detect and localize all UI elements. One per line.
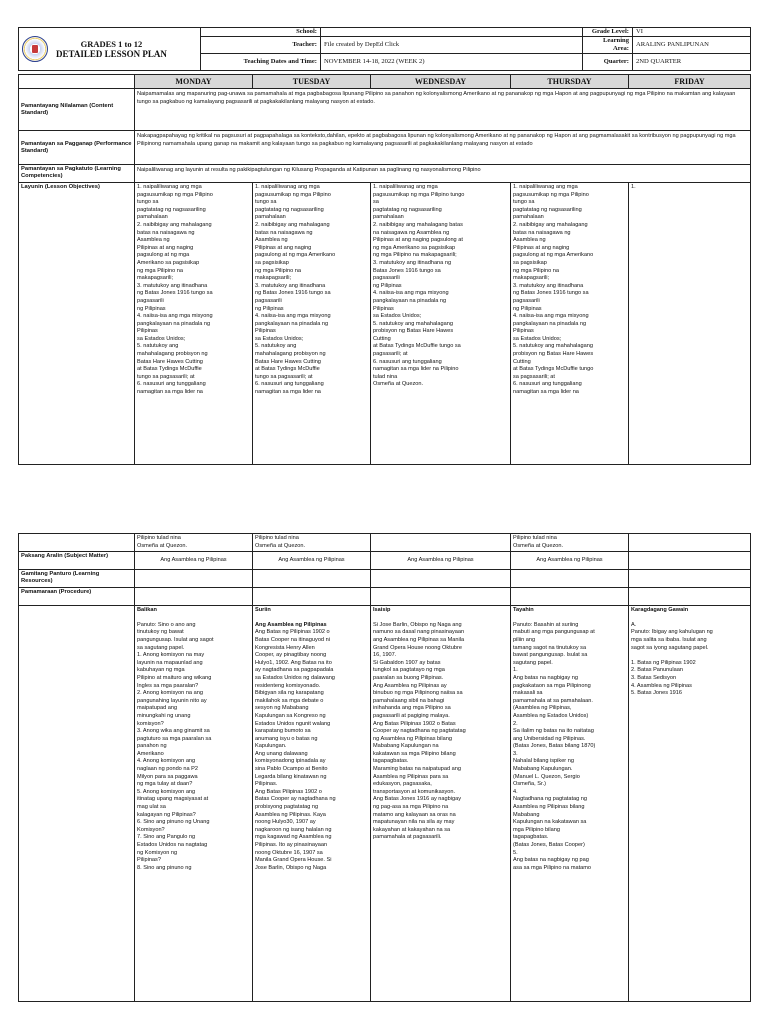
subject-friday [629, 552, 751, 570]
teacher-label: Teacher: [201, 37, 321, 54]
procedure-tuesday-text: Ang Batas ng Pilipinas 1902 o Batas Cooper na itinaguyod ni Kongresista Henry Allen Cooper, ay pinagtibay noong Hulyo1, 1902. Ang Batas na ito ay nagtadhana sa pagpapadala sa Estados Unidos ng dalawang residenteng komisyonado. Bibigyan sila ng karapatang makilahok sa mga debate o sesyon ng Mababang Kapulungan sa Kongreso ng Estados Unidos ngunit walang karapatang bumoto sa anumang isyu o batas ng Kapulungan. Ang unang dalawang komisyonadong ipinadala ay sina Pablo Ocampo at Benito Legarda bilang kinatawan ng Pilipinas. Ang Batas Pilipinas 1902 o Batas Cooper ay nagtadhana ng probisyong pagtatatag ng Asamblea ng Pilipinas. Kaya noong Hulyo30, 1907 ay nagkaroon ng isang halalan ng mga kagawad ng Asamblea ng Pilipinas. Ito ay pinasinayaan noong Oktubre 16, 1907 sa Manila Grand Opera House. Si Jose Barlin, Obispo ng Naga [255, 629, 336, 871]
resources-thursday [511, 570, 629, 588]
title-grades: GRADES 1 to 12 [80, 39, 143, 49]
title-dlp: DETAILED LESSON PLAN [56, 49, 167, 59]
competencies-label: Pamantayan sa Pagkatuto (Learning Competencies) [19, 165, 135, 183]
performance-standard-text: Nakapagpapahayag ng kritikal na pagsusuri at pagpapahalaga sa konteksto,dahilan, epekto at pagbabagosa lipunan ng kolonyalismong Amerikano at ng pananakop ng Hapon at ang pagmamalasakit sa kontribusyon ng pagpupunyagi ng mga Pilipinong namamahala upang ganap na makamit ang kalayaan tungo sa pagkabuo ng kamalayang pagsasarili at pagkakakilanlang malayang nasyon at estado [135, 131, 751, 165]
procedure-content-label [19, 606, 135, 1002]
resources-monday [135, 570, 253, 588]
objectives-wednesday: 1. naipaliliwanag ang mga pagsusumikap ng mga Pilipino tungo sa pagtatatag ng nagsasariling pamahalaan 2. naibibigay ang mahalagang batas na naisagawa ng Asamblea ng Pilipinas at ang naging pagsulong at ng mga Amerikano sa pagsisikap ng mga Pilipino na makapagsarili; 3. matutukoy ang itinadhana ng Batas Jones 1916 tungo sa pagsasarili ng Pilipinas 4. naiisa-isa ang mga misyong pangkalayaan na pinadala ng Pilipinas sa Estados Unidos; 5. natutukoy ang mahahalagang probisyon ng Batas Hare Hawes Cutting at Batas Tydings McDuffie tungo sa pagsasarili; at 6. nasusuri ang tunggaliang namagitan sa mga lider na Pilipino tulad nina Osmeña at Quezon. [371, 183, 511, 465]
resources-friday [629, 570, 751, 588]
day-header-monday: MONDAY [135, 75, 253, 89]
day-header-wednesday: WEDNESDAY [371, 75, 511, 89]
dates-label: Teaching Dates and Time: [201, 54, 321, 71]
deped-seal-icon [22, 36, 48, 62]
day-header-friday: FRIDAY [629, 75, 751, 89]
procedure-friday-title: Karagdagang Gawain [631, 607, 689, 614]
lesson-table-page-1 [18, 74, 751, 465]
procedure-blank-friday [629, 588, 751, 606]
subject-tuesday: Ang Asamblea ng Pilipinas [253, 552, 371, 570]
school-value [321, 28, 583, 37]
procedure-tuesday-heading: Ang Asamblea ng Pilipinas [255, 621, 327, 628]
procedure-tuesday [253, 606, 371, 1002]
content-standard-label: Pamantayang Nilalaman (Content Standard) [19, 89, 135, 131]
procedure-monday-text: Panuto: Sino o ano ang tinutukoy ng bawat pangungusap. Isulat ang sagot sa sagutang papel. 1. Anong komisyon na may layunin na mapaunlad ang kabuhayan ng mga Pilipino at maituro ang wikang Ingles sa mga paaralan? 2. Anong komisyon na ang pangunahing layunin nito ay maipatupad ang minungkahi ng unang komisyon? 3. Anong wika ang ginamit sa pagtuturo sa mga paaralan sa panahon ng Amerikano 4. Anong komisyon ang naglaan ng pondo na P2 Milyon para sa paggawa ng mga tulay at daan? 5. Anong komisyon ang itinatag upang magsiyasat at mag ulat sa kalagayan ng Pilipinas? 6. Sino ang pinuno ng Unang Komisyon? 7. Sino ang Pangulo ng Estados Unidos na nagtatag ng Komisyon ng Pilipinas? 8. Sino ang pinuno ng [137, 621, 214, 871]
learning-area-value: ARALING PANLIPUNAN [633, 37, 751, 54]
resources-wednesday [371, 570, 511, 588]
resources-label: Gamitang Panturo (Learning Resources) [19, 570, 135, 588]
grade-level-value: VI [633, 28, 751, 37]
procedure-monday [135, 606, 253, 1002]
header-logo-cell [19, 28, 201, 71]
objectives-label: Layunin (Lesson Objectives) [19, 183, 135, 465]
learning-area-label: Learning Area: [583, 37, 633, 54]
days-corner [19, 75, 135, 89]
performance-standard-label: Pamantayan sa Pagganap (Performance Standard) [19, 131, 135, 165]
carry-thursday: Pilipino tulad nina Osmeña at Quezon. [511, 534, 629, 552]
procedure-blank-tuesday [253, 588, 371, 606]
procedure-thursday-title: Tayahin [513, 607, 534, 614]
procedure-thursday [511, 606, 629, 1002]
header-table [18, 27, 751, 71]
procedure-monday-title: Balikan [137, 607, 157, 614]
day-header-tuesday: TUESDAY [253, 75, 371, 89]
carry-tuesday: Pilipino tulad nina Osmeña at Quezon. [253, 534, 371, 552]
grade-level-label: Grade Level: [583, 28, 633, 37]
procedure-wednesday-text: Si Jose Barlin, Obispo ng Naga ang namuno sa dasal nang pinasinayaan ang Asamblea ng Pilipinas sa Manila Grand Opera House noong Oktubre 16, 1907. Si Gabaldon 1907 ay batas tungkol sa pagtatayo ng mga paaralan sa buong Pilipinas. Ang Asamblea ng Pilipinas ay binubuo ng mga Pilipinong naiisa sa pamahalaang sibil na bahagi inihahanda ang mga Pilipino sa pagsasarili at pagiging malaya. Ang Batas Pilipinas 1902 o Batas Cooper ay nagtadhana ng pagtatatag ng Asamblea ng Pilipinas bilang Mababang Kapulungan na kakatawan sa mga Pilipino bilang tagapagbatas. Maraming batas na naipatupad ang Asamblea ng Pilipinas para sa edukasyon, pagsasaka, transportasyon at komunikasyon. Ang Batas Jones 1916 ay nagbigay ng pag-asa sa mga Pilipino na matamo ang kalayaan sa oras na mapatunayan nila na sila ay may kakayahan at kakayahan na sa pamamahala at pagsasarili. [373, 621, 466, 841]
lesson-plan-page-2 [18, 533, 750, 1002]
carry-label [19, 534, 135, 552]
school-label: School: [201, 28, 321, 37]
quarter-label: Quarter: [583, 54, 633, 71]
lesson-plan-page-1 [18, 27, 750, 465]
carry-monday: Pilipino tulad nina Osmeña at Quezon. [135, 534, 253, 552]
carry-friday [629, 534, 751, 552]
subject-matter-label: Paksang Aralin (Subject Matter) [19, 552, 135, 570]
competencies-text: Naipaliliwanag ang layunin at resulta ng pakikipagtulungan ng Kilusang Propaganda at Katipunan sa paglinang ng nasyonalismong Pilipino [135, 165, 751, 183]
procedure-wednesday-title: Isaisip [373, 607, 391, 614]
lesson-table-page-2 [18, 533, 751, 1002]
day-header-thursday: THURSDAY [511, 75, 629, 89]
quarter-value: 2ND QUARTER [633, 54, 751, 71]
procedure-thursday-text: Panuto: Basahin at suriing mabuti ang mga pangungusap at piliin ang tamang sagot na tinutukoy sa bawat pangungusap. Isulat sa sagutang papel. 1. Ang batas na nagbigay ng pagkakataon sa mga Pilipinong makasali sa pamamahala at sa pamahalaan. (Asamblea ng Pilipinas, Asamblea ng Estados Unidos) 2. Sa ilalim ng batas na ito naitatag ang Unibersidad ng Pilipinas. (Batas Jones, Batas bilang 1870) 3. Nahalal bilang ispiker ng Mababang Kapulungan. (Manuel L. Quezon, Sergio Osmeña, Sr.) 4. Nagtadhana ng pagtatatag ng Asamblea ng Pilipinas bilang Mababang Kapulungan na kakatawan sa mga Pilipino bilang tagapagbatas. (Batas Jones, Batas Cooper) 5. Ang batas na nagbigay ng pag asa sa mga Pilipino na matamo [513, 621, 596, 871]
carry-wednesday [371, 534, 511, 552]
teacher-value: File created by DepEd Click [321, 37, 583, 54]
objectives-friday: 1. [629, 183, 751, 465]
procedure-blank-thursday [511, 588, 629, 606]
dates-value: NOVEMBER 14-18, 2022 (WEEK 2) [321, 54, 583, 71]
subject-monday: Ang Asamblea ng Pilipinas [135, 552, 253, 570]
objectives-tuesday: 1. naipaliliwanag ang mga pagsusumikap ng mga Pilipino tungo sa pagtatatag ng nagsasariling pamahalaan 2. naibibigay ang mahalagang batas na naisagawa ng Asamblea ng Pilipinas at ang naging pagsulong at ng mga Amerikano sa pagsisikap ng mga Pilipino na makapagsarili; 3. matutukoy ang itinadhana ng Batas Jones 1916 tungo sa pagsasarili ng Pilipinas 4. naiisa-isa ang mga misyong pangkalayaan na pinadala ng Pilipinas sa Estados Unidos; 5. natutukoy ang mahahalagang probisyon ng Batas Hare Hawes Cutting at Batas Tydings McDuffie tungo sa pagsasarili; at 6. nasusuri ang tunggaliang namagitan sa mga lider na [253, 183, 371, 465]
resources-tuesday [253, 570, 371, 588]
objectives-thursday: 1. naipaliliwanag ang mga pagsusumikap ng mga Pilipino tungo sa pagtatatag ng nagsasariling pamahalaan 2. naibibigay ang mahalagang batas na naisagawa ng Asamblea ng Pilipinas at ang naging pagsulong at ng mga Amerikano sa pagsisikap ng mga Pilipino na makapagsarili; 3. matutukoy ang itinadhana ng Batas Jones 1916 tungo sa pagsasarili ng Pilipinas 4. naiisa-isa ang mga misyong pangkalayaan na pinadala ng Pilipinas sa Estados Unidos; 5. natutukoy ang mahahalagang probisyon ng Batas Hare Hawes Cutting at Batas Tydings McDuffie tungo sa pagsasarili; at 6. nasusuri ang tunggaliang namagitan sa mga lider na [511, 183, 629, 465]
procedure-friday-text: A. Panuto: Ibigay ang kahulugan ng mga salita sa ibaba. Isulat ang sagot sa iyong sagutang papel. 1. Batas ng Pilipinas 1902 2. Batas Panunulaan 3. Batas Sedisyon 4. Asamblea ng Pilipinas 5. Batas Jones 1916 [631, 621, 713, 697]
objectives-monday: 1. naipaliliwanag ang mga pagsusumikap ng mga Pilipino tungo sa pagtatatag ng nagsasariling pamahalaan 2. naibibigay ang mahalagang batas na naisagawa ng Asamblea ng Pilipinas at ang naging pagsulong at ng mga Amerikano sa pagsisikap ng mga Pilipino na makapagsarili; 3. matutukoy ang itinadhana ng Batas Jones 1916 tungo sa pagsasarili ng Pilipinas 4. naiisa-isa ang mga misyong pangkalayaan na pinadala ng Pilipinas sa Estados Unidos; 5. natutukoy ang mahahalagang probisyon ng Batas Hare Hawes Cutting at Batas Tydings McDuffie tungo sa pagsasarili; at 6. nasusuri ang tunggaliang namagitan sa mga lider na [135, 183, 253, 465]
procedure-label: Pamamaraan (Procedure) [19, 588, 135, 606]
subject-wednesday: Ang Asamblea ng Pilipinas [371, 552, 511, 570]
content-standard-text: Naipamamalas ang mapanuring pag-unawa sa pamamahala at mga pagbabagosa lipunang Pilipino sa panahon ng kolonyalismong Amerikano at ng pananakop ng mga Hapon at ang pagpupunyagi ng mga Pilipino na makamtan ang kalayaan tungo sa pagkabuo ng kamalayang pagsasarili at pagkakakilanlang malayang nasyon at estado. [135, 89, 751, 131]
procedure-wednesday [371, 606, 511, 1002]
procedure-tuesday-title: Suriin [255, 607, 271, 614]
procedure-blank-monday [135, 588, 253, 606]
procedure-friday [629, 606, 751, 1002]
subject-thursday: Ang Asamblea ng Pilipinas [511, 552, 629, 570]
procedure-blank-wednesday [371, 588, 511, 606]
